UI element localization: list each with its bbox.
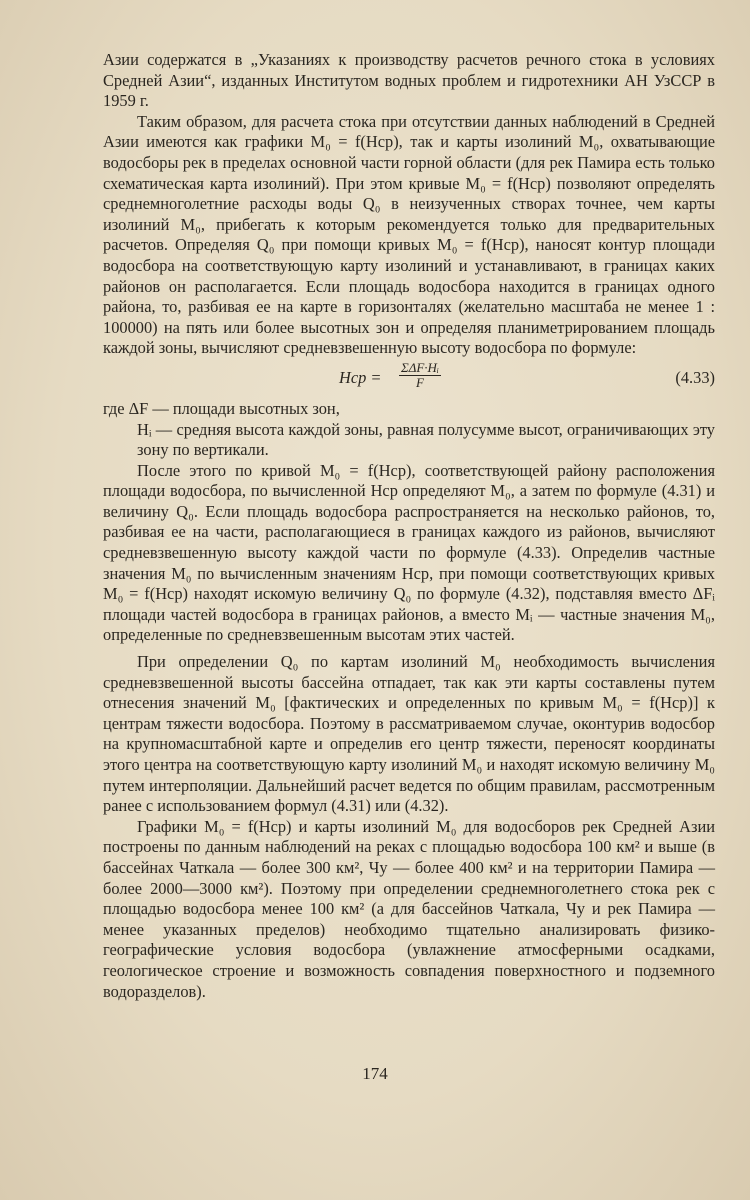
paragraph-2: После этого по кривой M₀ = f(Hср), соответствующей району расположения площади водосбора, по вычисленной Hср определяют M₀, а затем по формуле (4.31) и величину Q₀. Если площадь водосбора распространяется на несколько районов, то, разбивая ее на части, располагающиеся в границах каждого из районов, вычисляют средневзвешенную высоту каждой части по формуле (4.33). Определив частные значения M₀ по вычисленным значениям Hср, при помощи соответствующих кривых M₀ = f(Hср) находят искомую величину Q₀ по формуле (4.32), подставляя вместо ΔFᵢ площади частей водосбора в границах районов, а вместо Mᵢ — частные значения M₀, определенные по средневзвешенным высотам этих частей. — [103, 460, 715, 645]
formula-lhs: Hср = — [339, 367, 382, 387]
where-line-2: Hᵢ — средняя высота каждой зоны, равная полусумме высот, ограничивающих эту зону по вертикали. — [137, 419, 715, 460]
formula-denominator: F — [416, 374, 424, 390]
page-number: 174 — [362, 1064, 388, 1083]
where-block — [103, 399, 715, 461]
formula-fraction — [399, 361, 441, 390]
page-text — [103, 50, 715, 1002]
formula-number: (4.33) — [675, 367, 715, 387]
formula-numerator: ΣΔF·Hᵢ — [401, 359, 439, 375]
paragraph-1: Таким образом, для расчета стока при отсутствии данных наблюдений в Средней Азии имеются как графики M₀ = f(Hср), так и карты изолиний M₀, охватывающие водосборы рек в пределах основной части горной области (для рек Памира есть только схематическая карта изолиний). При этом кривые M₀ = f(Hср) позволяют определять среднемноголетние расходы воды Q₀ в неизученных створах точнее, чем карты изолиний M₀, прибегать к которым рекомендуется только для предварительных расчетов. Определяя Q₀ при помощи кривых M₀ = f(Hср), наносят контур площади водосбора на соответствующую карту изолиний и устанавливают, в границах каких районов он располагается. Если площадь водосбора находится в границах одного района, то, разбивая ее на карте в горизонталях (желательно масштаба не менее 1 : 100000) на пять или более высотных зон и определяя планиметрированием площадь каждой зоны, вычисляют средневзвешенную высоту водосбора по формуле: — [103, 111, 715, 358]
paragraph-3: При определении Q₀ по картам изолиний M₀ необходимость вычисления средневзвешенной высоты бассейна отпадает, так как эти карты составлены путем отнесения значений M₀ [фактических и определенных по кривым M₀ = f(Hср)] к центрам тяжести водосбора. Поэтому в рассматриваемом случае, оконтурив водосбор на крупномасштабной карте и определив его центр тяжести, переносят координаты этого центра на соответствующую карту изолиний M₀ и находят искомую величину M₀ путем интерполяции. Дальнейший расчет ведется по общим правилам, рассмотренным ранее с использованием формул (4.31) или (4.32). — [103, 652, 715, 816]
paragraph-0: Азии содержатся в „Указаниях к производству расчетов речного стока в условиях Средней Азии“, изданных Институтом водных проблем и гидротехники АН УзССР в 1959 г. — [103, 50, 715, 111]
formula-4-33 — [103, 361, 715, 395]
where-line-1: где ΔF — площади высотных зон, — [103, 398, 340, 418]
paragraph-4: Графики M₀ = f(Hср) и карты изолиний M₀ для водосборов рек Средней Азии построены по данным наблюдений на реках с площадью водосбора 100 км² и выше (в бассейнах Чаткала — более 300 км², Чу — более 400 км² и на территории Памира — более 2000—3000 км²). Поэтому при определении среднемноголетнего стока рек с площадью водосбора менее 100 км² (а для бассейнов Чаткала, Чу и рек Памира — менее указанных пределов) необходимо тщательно анализировать физико-географические условия водосбора (увлажнение атмосферными осадками, геологическое строение и возможность совпадения поверхностного и подземного водоразделов). — [103, 816, 715, 1001]
